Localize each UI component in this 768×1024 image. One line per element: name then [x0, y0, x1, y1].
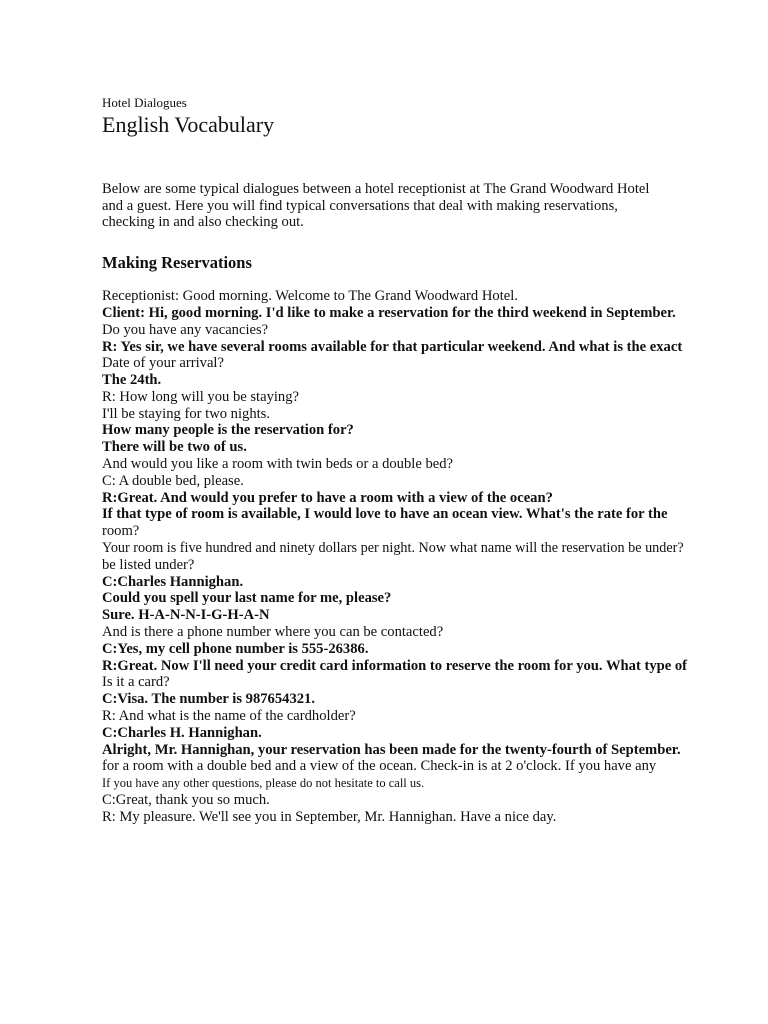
dialogue-line: Could you spell your last name for me, please?	[102, 590, 392, 607]
dialogue-line: How many people is the reservation for?	[102, 422, 354, 439]
document-subtitle: Hotel Dialogues	[102, 95, 187, 110]
dialogue-line: room?	[102, 523, 140, 540]
dialogue-line: R:Great. And would you prefer to have a room with a view of the ocean?	[102, 489, 553, 506]
dialogue-line: C:Visa. The number is 987654321.	[102, 691, 315, 708]
dialogue-line: be listed under?	[102, 556, 195, 573]
dialogue-line: Your room is five hundred and ninety dollars per night. Now what name will the reservation be under?	[102, 540, 684, 557]
document-page	[102, 95, 742, 826]
dialogue-line: C:Charles Hannighan.	[102, 573, 244, 590]
dialogue-line: Is it a card?	[102, 674, 170, 691]
intro-line: checking in and also checking out.	[102, 214, 304, 231]
dialogue-line: for a room with a double bed and a view of the ocean. Check-in is at 2 o'clock. If you have any	[102, 758, 657, 775]
dialogue-line: C: A double bed, please.	[102, 472, 244, 489]
dialogue-line: Alright, Mr. Hannighan, your reservation has been made for the twenty-fourth of September.	[102, 741, 681, 758]
dialogue-line: I'll be staying for two nights.	[102, 405, 271, 422]
dialogue-line: Receptionist: Good morning. Welcome to The Grand Woodward Hotel.	[102, 288, 518, 305]
dialogue-line: Do you have any vacancies?	[102, 321, 269, 338]
dialogue-line: R: Yes sir, we have several rooms available for that particular weekend. And what is the exact	[102, 338, 683, 355]
dialogue-line: There will be two of us.	[102, 439, 247, 456]
dialogue-line: If that type of room is available, I would love to have an ocean view. What's the rate for the	[102, 506, 668, 523]
dialogue-line: The 24th.	[102, 372, 162, 389]
dialogue-line: C:Charles H. Hannighan.	[102, 724, 262, 741]
dialogue-line: C:Great, thank you so much.	[102, 792, 270, 809]
dialogue-block	[102, 288, 742, 826]
intro-line: and a guest. Here you will find typical conversations that deal with making reservations,	[102, 197, 618, 214]
dialogue-line: R: My pleasure. We'll see you in September, Mr. Hannighan. Have a nice day.	[102, 809, 557, 826]
dialogue-line: Sure. H-A-N-N-I-G-H-A-N	[102, 607, 270, 624]
intro-paragraph	[102, 181, 692, 231]
dialogue-line: C:Yes, my cell phone number is 555-26386.	[102, 640, 369, 657]
document-title: English Vocabulary	[102, 112, 275, 137]
dialogue-line: R:Great. Now I'll need your credit card information to reserve the room for you. What type of	[102, 657, 688, 674]
dialogue-line: R: And what is the name of the cardholder?	[102, 708, 356, 725]
intro-line: Below are some typical dialogues between a hotel receptionist at The Grand Woodward Hotel	[102, 181, 650, 197]
dialogue-line: R: How long will you be staying?	[102, 388, 300, 405]
dialogue-line: If you have any other questions, please do not hesitate to call us.	[102, 776, 425, 791]
section-heading: Making Reservations	[102, 253, 252, 273]
dialogue-line: Client: Hi, good morning. I'd like to make a reservation for the third weekend in September.	[102, 304, 676, 321]
dialogue-line: And would you like a room with twin beds or a double bed?	[102, 456, 453, 473]
dialogue-line: Date of your arrival?	[102, 355, 224, 372]
dialogue-line: And is there a phone number where you can be contacted?	[102, 624, 444, 641]
